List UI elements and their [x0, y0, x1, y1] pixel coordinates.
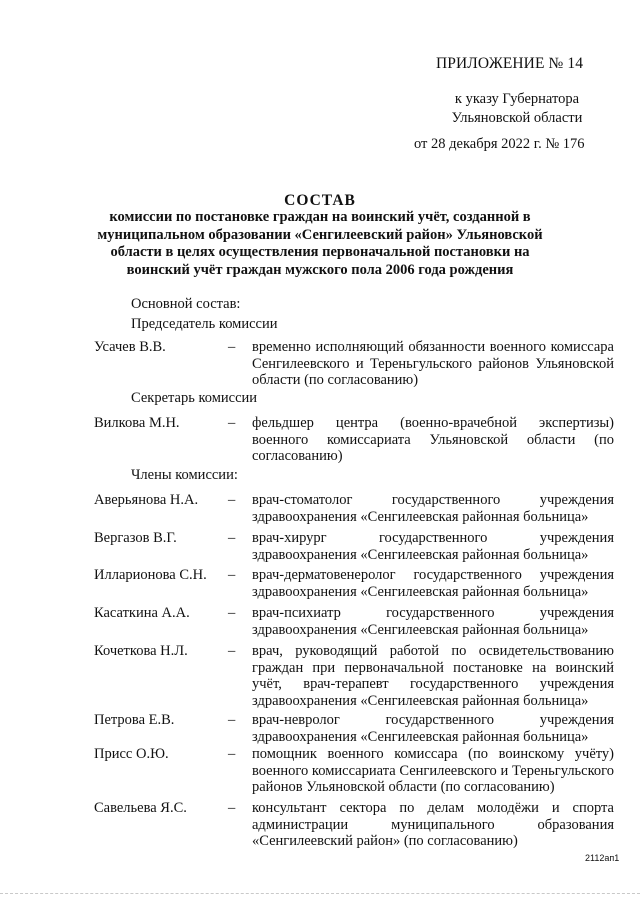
member-name: Вергазов В.Г.	[94, 530, 177, 546]
decree-reference	[439, 90, 595, 128]
member-position: врач-психиатр государственного учреждения здравоохранения «Сенгилеевская районная больница»	[252, 605, 614, 638]
member-position: фельдшер центра (военно-врачебной экспертизы) военного комиссариата Ульяновской области (по согласованию)	[252, 415, 614, 464]
decree-line-2: Ульяновской области	[451, 110, 583, 126]
member-position: временно исполняющий обязанности военного комиссара Сенгилеевского и Тереньгульского районов Ульяновской области (по согласованию)	[252, 339, 614, 388]
dash: –	[228, 567, 236, 583]
page-edge-line	[0, 893, 640, 894]
member-position: консультант сектора по делам молодёжи и спорта администрации муниципального образования «Сенгилеевский район» (по согласованию)	[252, 800, 614, 849]
dash: –	[228, 643, 236, 659]
member-position: врач-стоматолог государственного учреждения здравоохранения «Сенгилеевская районная больница»	[252, 492, 614, 525]
dash: –	[228, 746, 236, 762]
member-position: врач-невролог государственного учреждения здравоохранения «Сенгилеевская районная больница»	[252, 712, 614, 745]
section-secretary: Секретарь комиссии	[131, 390, 258, 406]
dash: –	[228, 530, 236, 546]
section-members: Члены комиссии:	[131, 467, 238, 483]
dash: –	[228, 415, 236, 431]
member-name: Усачев В.В.	[94, 339, 166, 355]
member-name: Кочеткова Н.Л.	[94, 643, 188, 659]
dash: –	[228, 800, 236, 816]
member-name: Петрова Е.В.	[94, 712, 175, 728]
member-name: Аверьянова Н.А.	[94, 492, 199, 508]
member-position: помощник военного комиссара (по воинскому учёту) военного комиссариата Сенгилеевского и Тереньгульского районов Ульяновской области (по согласованию)	[252, 746, 614, 795]
appendix-number: ПРИЛОЖЕНИЕ № 14	[436, 55, 584, 72]
member-name: Савельева Я.С.	[94, 800, 187, 816]
document-code: 2112ап1	[585, 853, 620, 863]
document-title: СОСТАВ	[284, 192, 356, 209]
section-main: Основной состав:	[131, 296, 241, 312]
dash: –	[228, 339, 236, 355]
section-chair: Председатель комиссии	[131, 316, 278, 332]
member-name: Касаткина А.А.	[94, 605, 190, 621]
document-subtitle: комиссии по постановке граждан на воинский учёт, созданной в муниципальном образовании «Сенгилеевский район» Ульяновской области в целях осуществления первоначальной постановки на воинский учёт граждан мужского пола 2006 года рождения	[97, 209, 543, 278]
member-name: Илларионова С.Н.	[94, 567, 207, 583]
dash: –	[228, 605, 236, 621]
member-position: врач-дерматовенеролог государственного учреждения здравоохранения «Сенгилеевская районная больница»	[252, 567, 614, 600]
decree-date: от 28 декабря 2022 г. № 176	[414, 136, 585, 152]
member-name: Присс О.Ю.	[94, 746, 169, 762]
member-position: врач, руководящий работой по освидетельствованию граждан при первоначальной постановке на воинский учёт, врач-терапевт государственного учреждения здравоохранения «Сенгилеевская районная больница»	[252, 643, 614, 709]
member-name: Вилкова М.Н.	[94, 415, 180, 431]
dash: –	[228, 492, 236, 508]
dash: –	[228, 712, 236, 728]
member-position: врач-хирург государственного учреждения здравоохранения «Сенгилеевская районная больница»	[252, 530, 614, 563]
decree-line-1: к указу Губернатора	[454, 91, 580, 107]
